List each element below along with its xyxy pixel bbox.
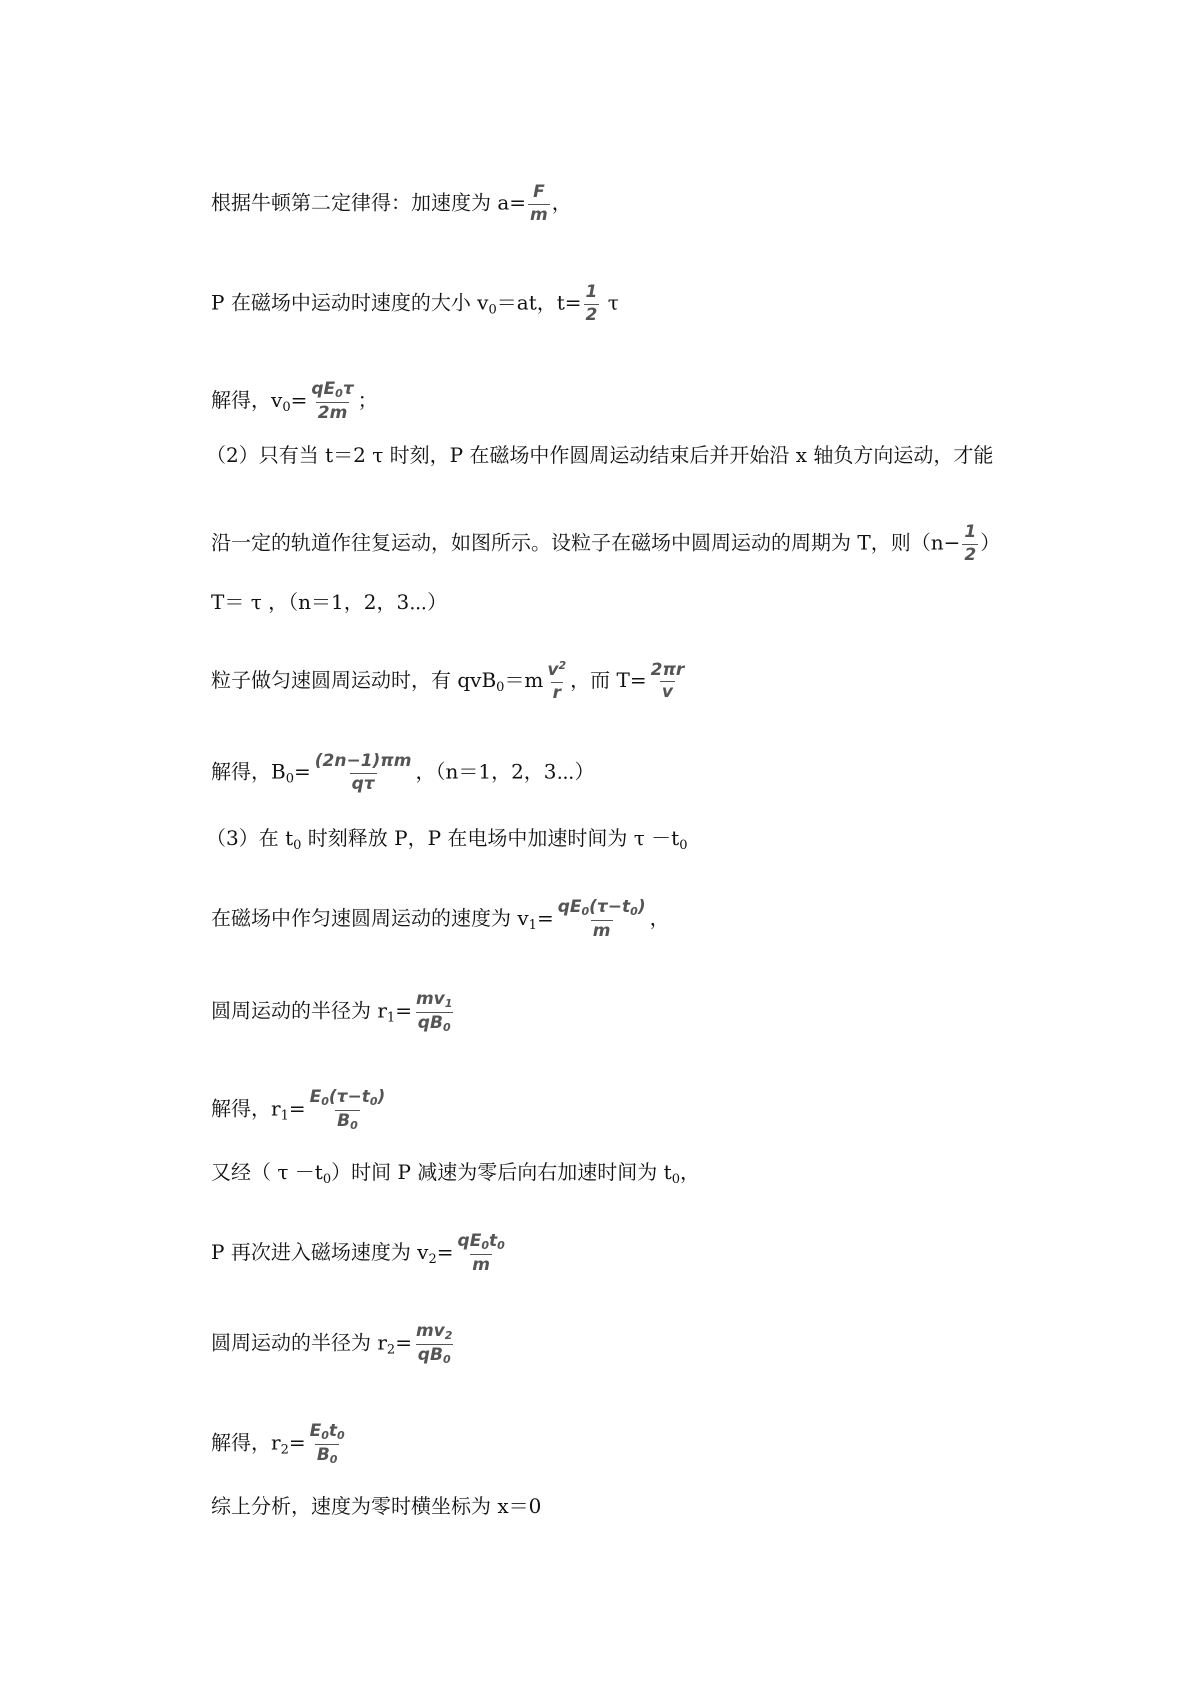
fraction-v-squared-over-r: $\frac{v^2}{r}$ — [547, 659, 567, 703]
fraction-r1: $\frac{mv1}{qB0}$ — [415, 989, 453, 1034]
fraction-r1-solved: $\frac{E0(\tau-t0)}{B0}$ — [309, 1087, 386, 1132]
fraction-v0: $\frac{qE0\tau}{2m}$ — [311, 379, 354, 423]
fraction-f-over-m: $\frac{F}{m}$ — [530, 182, 548, 225]
line-velocity-v1: 在磁场中作匀速圆周运动的速度为 $v_1=$ $\frac{qE0(\tau-t0)}{m}$ ， — [211, 897, 670, 941]
line-solve-r1: 解得，$r_1=$ $\frac{E0(\tau-t0)}{B0}$ — [211, 1087, 386, 1132]
line-uniform-circular-motion: 粒子做匀速圆周运动时，有 qvB$_0$＝m $\frac{v^2}{r}$ ，而 T= $\frac{2\pi r}{v}$ — [211, 659, 685, 703]
line-period-tau: T＝ τ ，（n＝1，2，3⋯） — [211, 590, 448, 614]
fraction-v1: $\frac{qE0(\tau-t0)}{m}$ — [557, 897, 646, 941]
line-velocity-magnitude: P 在磁场中运动时速度的大小 $v_0=at$，t= $\frac{1}{2}$ τ — [211, 282, 619, 325]
line-part-3-release: （3）在 $t_0$ 时刻释放 P，P 在电场中加速时间为 $\tau -t_0$ — [206, 826, 688, 853]
fraction-2pir-over-v: $\frac{2\pi r}{v}$ — [650, 659, 685, 703]
line-decelerate-accelerate: 又经（ $\tau -t_0$）时间 P 减速为零后向右加速时间为 $t_0$， — [211, 1160, 700, 1187]
line-velocity-v2: P 再次进入磁场速度为 $v_2=$ $\frac{qE0t0}{m}$ — [211, 1231, 505, 1275]
line-radius-r1: 圆周运动的半径为 $r_1=$ $\frac{mv1}{qB0}$ — [211, 989, 453, 1034]
fraction-r2-solved: $\frac{E0t0}{B0}$ — [309, 1421, 345, 1466]
line-reciprocating-motion: 沿一定的轨道作往复运动，如图所示。设粒子在磁场中圆周运动的周期为 T，则（n− $\frac{1}{2}$ ） — [211, 522, 1001, 565]
fraction-r2: $\frac{mv2}{qB0}$ — [415, 1321, 453, 1366]
line-part-2-condition: （2）只有当 t＝2 τ 时刻，P 在磁场中作圆周运动结束后并开始沿 x 轴负方向运动，才能 — [206, 443, 994, 467]
line-conclusion: 综上分析，速度为零时横坐标为 x＝0 — [211, 1494, 542, 1518]
line-newton-second-law: 根据牛顿第二定律得：加速度为 a= $\frac{F}{m}$ ， — [211, 182, 572, 225]
fraction-one-half: $\frac{1}{2}$ — [585, 282, 598, 325]
fraction-one-half-n: $\frac{1}{2}$ — [964, 522, 977, 565]
line-solve-v0: 解得，$v_0=$ $\frac{qE0\tau}{2m}$ ； — [211, 379, 378, 423]
line-radius-r2: 圆周运动的半径为 $r_2=$ $\frac{mv2}{qB0}$ — [211, 1321, 453, 1366]
fraction-b0: $\frac{(2n-1)\pi m}{q\tau}$ — [314, 751, 412, 794]
fraction-v2: $\frac{qE0t0}{m}$ — [457, 1231, 505, 1275]
line-solve-b0: 解得，$B_0=$ $\frac{(2n-1)\pi m}{q\tau}$ ，（n＝1，2，3⋯） — [211, 751, 595, 794]
line-solve-r2: 解得，$r_2=$ $\frac{E0t0}{B0}$ — [211, 1421, 345, 1466]
